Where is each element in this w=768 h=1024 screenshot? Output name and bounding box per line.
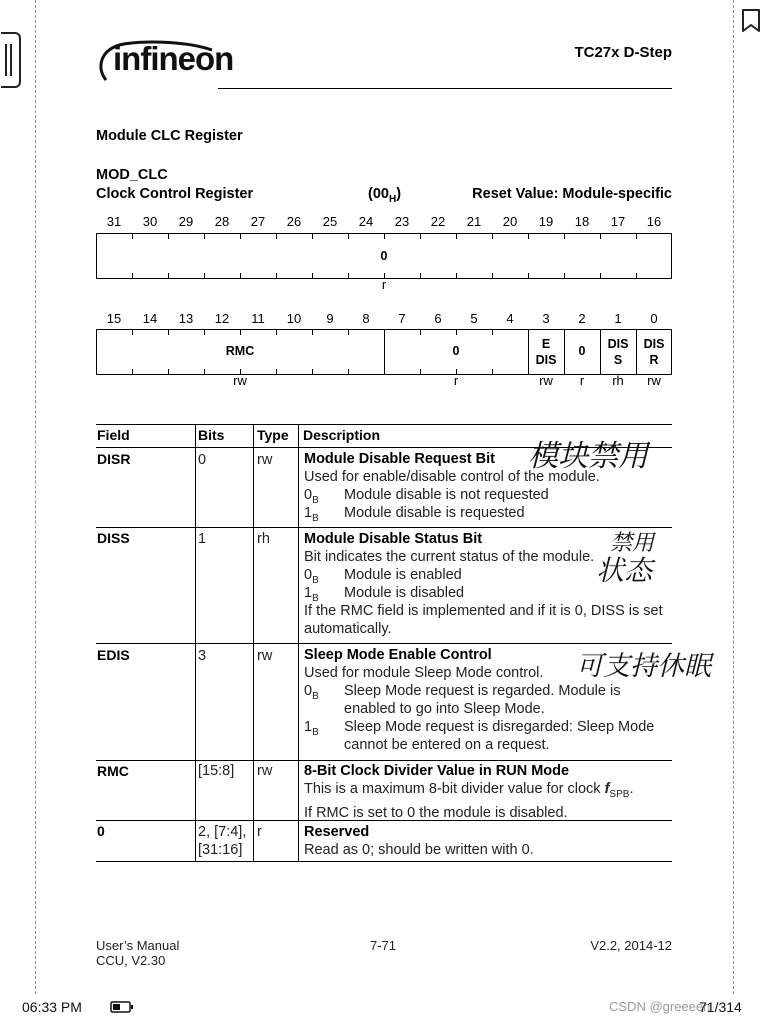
- bit-number: 22: [430, 214, 446, 229]
- bit-tick: [168, 369, 169, 375]
- col-header-field: Field: [97, 427, 130, 443]
- bit-number: 10: [286, 311, 302, 326]
- header-rule: [218, 88, 672, 89]
- row-rmc-type: rw: [257, 763, 273, 779]
- row-disr-bits: 0: [198, 452, 207, 468]
- bit-tick: [456, 233, 457, 239]
- bit-number: 26: [286, 214, 302, 229]
- row-diss-bits: 1: [198, 531, 207, 547]
- table-top-rule: [96, 424, 672, 425]
- bit-number: 13: [178, 311, 194, 326]
- bit-tick: [312, 233, 313, 239]
- bit-tick: [168, 329, 169, 335]
- field-diss-label: DIS S: [607, 337, 629, 367]
- bit-tick: [348, 273, 349, 279]
- table-row-rule: [96, 527, 672, 528]
- bit-tick: [204, 233, 205, 239]
- row-disr-type: rw: [257, 452, 273, 468]
- bit-tick: [384, 233, 385, 239]
- bit-tick: [204, 369, 205, 375]
- upper-field-value: 0: [380, 249, 388, 263]
- bit-tick: [636, 233, 637, 239]
- company-logo: infineon: [113, 40, 234, 77]
- bit-number: 24: [358, 214, 374, 229]
- bit-tick: [348, 233, 349, 239]
- row-reserved-field: 0: [97, 823, 105, 839]
- bit-number: 27: [250, 214, 266, 229]
- bit-tick: [348, 329, 349, 335]
- bit-number: 28: [214, 214, 230, 229]
- field-disr-label: DIS R: [643, 337, 665, 367]
- bit-number: 0: [650, 311, 658, 326]
- bit-tick: [276, 369, 277, 375]
- bit-number: 31: [106, 214, 122, 229]
- bit-number: 29: [178, 214, 194, 229]
- bit-tick: [564, 233, 565, 239]
- bookmark-icon[interactable]: [740, 8, 762, 34]
- bit-tick: [240, 233, 241, 239]
- bit-tick: [168, 273, 169, 279]
- field-edis-access: rw: [539, 373, 553, 388]
- bit-tick: [312, 329, 313, 335]
- bit-number: 8: [362, 311, 370, 326]
- table-row-rule: [96, 760, 672, 761]
- bit-tick: [276, 273, 277, 279]
- table-col-divider: [195, 424, 196, 861]
- row-edis-type: rw: [257, 648, 273, 664]
- upper-field-access: r: [381, 277, 387, 292]
- row-reserved-type: r: [257, 824, 262, 840]
- bit-tick: [312, 369, 313, 375]
- annotation-status: 状态: [596, 554, 653, 587]
- bit-tick: [240, 273, 241, 279]
- field-reserved-access: r: [453, 373, 459, 388]
- register-offset: $(00_H)$: [368, 186, 402, 205]
- annotation-module-disable: 模块禁用: [528, 439, 648, 474]
- row-rmc-bits: [15:8]: [198, 763, 235, 779]
- register-reset-value: Reset Value: Module-specific: [472, 186, 672, 202]
- footer-page-number: 7-71: [370, 938, 397, 953]
- bit-tick: [168, 233, 169, 239]
- bit-tick: [132, 233, 133, 239]
- bit-tick: [204, 273, 205, 279]
- bit-number: 5: [470, 311, 478, 326]
- row-disr-field: DISR: [97, 451, 131, 467]
- register-name: MOD_CLC: [96, 167, 168, 183]
- field-bit2-label: 0: [578, 344, 586, 358]
- row-rmc-field: RMC: [97, 763, 129, 779]
- row-edis-description: Sleep Mode Enable Control Used for module Sleep Mode control. $0_B$ Sleep Mode request is regarded. Module is enabled to go into Sleep Mode. $1_B$ Sleep Mode request is disregarded: Sleep Mode cannot be entered on a request.: [304, 647, 655, 753]
- bit-tick: [276, 233, 277, 239]
- row-edis-field: EDIS: [97, 647, 130, 663]
- bit-number: 3: [542, 311, 550, 326]
- bit-tick: [456, 273, 457, 279]
- bit-number: 25: [322, 214, 338, 229]
- bit-tick: [420, 273, 421, 279]
- field-bit2-access: r: [579, 373, 585, 388]
- bit-tick: [420, 369, 421, 375]
- bit-number: 21: [466, 214, 482, 229]
- battery-icon: [110, 1000, 134, 1014]
- bit-number: 2: [578, 311, 586, 326]
- row-diss-field: DISS: [97, 530, 130, 546]
- bit-number: 23: [394, 214, 410, 229]
- bit-number: 6: [434, 311, 442, 326]
- bit-number: 16: [646, 214, 662, 229]
- bit-number: 18: [574, 214, 590, 229]
- table-bottom-rule: [96, 861, 672, 862]
- bit-tick: [132, 273, 133, 279]
- field-reserved-label: 0: [452, 344, 460, 358]
- document-title: TC27x D-Step: [574, 44, 672, 61]
- bit-tick: [636, 273, 637, 279]
- bit-number: 9: [326, 311, 334, 326]
- bit-tick: [312, 273, 313, 279]
- table-col-divider: [253, 424, 254, 861]
- left-margin-guide: [35, 0, 36, 994]
- status-time: 06:33 PM: [22, 999, 82, 1015]
- bit-tick: [420, 233, 421, 239]
- col-header-description: Description: [303, 427, 381, 443]
- row-disr-description: Module Disable Request Bit Used for enable/disable control of the module. $0_B$ Module disable is not requested $1_B$ Module disable is requested: [304, 451, 600, 524]
- csdn-watermark: CSDN @greeeen: [609, 999, 711, 1014]
- handwritten-annotation-ink: [576, 645, 714, 685]
- page-counter: 71/314: [699, 999, 742, 1015]
- bit-number: 4: [506, 311, 514, 326]
- register-long-name: Clock Control Register: [96, 186, 254, 202]
- row-reserved-description: Reserved Read as 0; should be written with 0.: [304, 824, 534, 858]
- bit-number: 15: [106, 311, 122, 326]
- bit-tick: [132, 369, 133, 375]
- bit-tick: [132, 329, 133, 335]
- right-margin-guide: [733, 0, 734, 994]
- bit-number: 17: [610, 214, 626, 229]
- bit-number: 14: [142, 311, 158, 326]
- bit-tick: [492, 369, 493, 375]
- annotation-disable: 禁用: [610, 531, 655, 556]
- register-summary: [96, 186, 672, 205]
- field-rmc-access: rw: [233, 373, 247, 388]
- field-edis-label: E DIS: [535, 337, 557, 367]
- bit-tick: [600, 233, 601, 239]
- bit-tick: [240, 329, 241, 335]
- row-diss-type: rh: [257, 531, 270, 547]
- bit-tick: [420, 329, 421, 335]
- sidebar-toggle-handle[interactable]: [1, 32, 21, 88]
- footer-manual-info: User’s Manual CCU, V2.30: [96, 938, 180, 968]
- table-col-divider: [298, 424, 299, 861]
- bit-number: 1: [614, 311, 622, 326]
- bit-number: 12: [214, 311, 230, 326]
- col-header-type: Type: [257, 427, 289, 443]
- bit-number: 20: [502, 214, 518, 229]
- bit-tick: [528, 273, 529, 279]
- bit-tick: [456, 329, 457, 335]
- footer-version: V2.2, 2014-12: [590, 938, 672, 953]
- field-rmc-label: RMC: [225, 344, 255, 358]
- bit-tick: [564, 273, 565, 279]
- row-diss-description: Module Disable Status Bit Bit indicates the current status of the module. $0_B$ Module is enabled $1_B$ Module is disabled If the RMC field is implemented and if it is 0, DISS is set automatically.: [304, 531, 663, 637]
- bit-number: 7: [398, 311, 406, 326]
- section-title: Module CLC Register: [96, 128, 243, 144]
- annotation-sleep-support: 可支持休眠: [576, 651, 711, 682]
- bit-tick: [276, 329, 277, 335]
- row-rmc-description: 8-Bit Clock Divider Value in RUN Mode This is a maximum 8-bit divider value for clock $f_{SPB}$. If RMC is set to 0 the module is disabled.: [304, 763, 634, 821]
- handwritten-annotation-ink: [596, 528, 674, 590]
- bit-tick: [204, 329, 205, 335]
- row-edis-bits: 3: [198, 648, 207, 664]
- bit-tick: [492, 329, 493, 335]
- bit-tick: [528, 233, 529, 239]
- field-diss-access: rh: [612, 373, 624, 388]
- col-header-bits: Bits: [198, 427, 225, 443]
- bit-number: 30: [142, 214, 158, 229]
- handwritten-annotation-ink: [528, 432, 650, 482]
- bit-number: 19: [538, 214, 554, 229]
- bit-tick: [492, 273, 493, 279]
- field-disr-access: rw: [647, 373, 661, 388]
- bit-tick: [348, 369, 349, 375]
- bit-tick: [600, 273, 601, 279]
- bit-tick: [492, 233, 493, 239]
- table-row-rule: [96, 643, 672, 644]
- row-reserved-bits: 2, [7:4], [31:16]: [198, 824, 247, 858]
- bit-number: 11: [251, 311, 265, 326]
